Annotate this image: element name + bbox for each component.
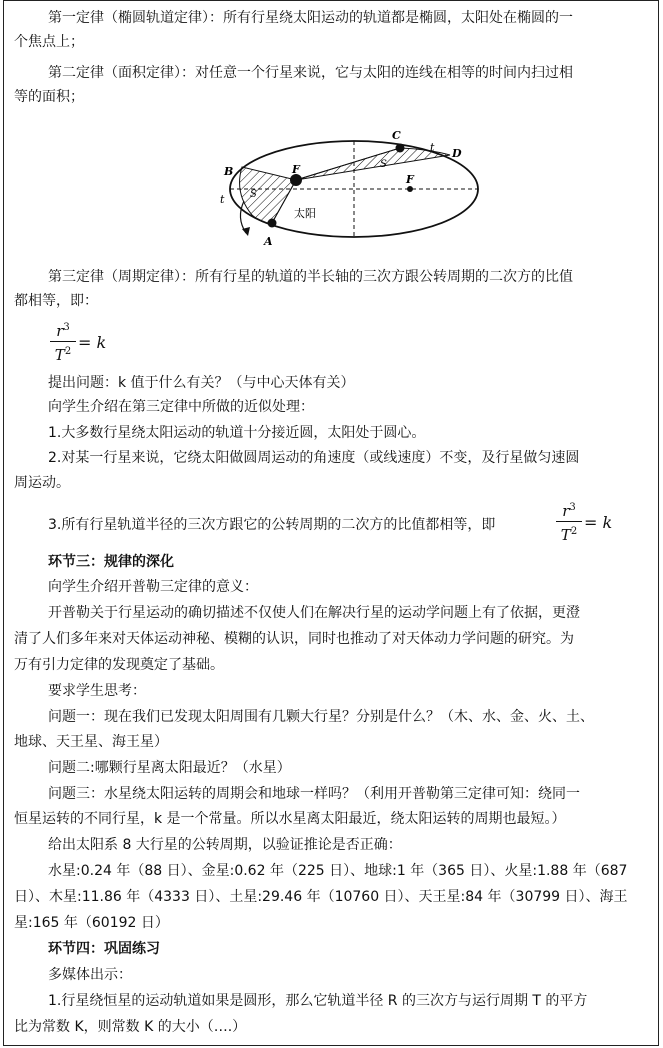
section3-title: 环节三：规律的深化 (48, 554, 174, 570)
law3-line1: 第三定律（周期定律）：所有行星的轨道的半长轴的三次方跟公转周期的二次方的比值 (48, 269, 573, 285)
formula-num: r (56, 322, 64, 340)
s4-line: 多媒体出示： (48, 967, 132, 983)
label-C: C (392, 129, 401, 142)
law3-line2: 都相等，即： (14, 293, 98, 309)
s3-line: 给出太阳系 8 大行星的公转周期，以验证推论是否正确： (48, 837, 402, 853)
s3-line: 清了人们多年来对天体运动神秘、模糊的认识，同时也推动了对天体动力学问题的研究。为 (14, 631, 574, 647)
item3-formula-rhs: = k (584, 513, 613, 532)
label-t1: t (220, 193, 225, 206)
area-sector-right (296, 148, 450, 180)
approx-item2-line2: 周运动。 (14, 475, 70, 491)
content-frame (3, 0, 659, 1046)
s3-line: 星:165 年（60192 日） (14, 915, 169, 931)
approx-item1: 1.大多数行星绕太阳运动的轨道十分接近圆，太阳处于圆心。 (48, 425, 426, 441)
approx-intro: 向学生介绍在第三定律中所做的近似处理： (48, 399, 314, 415)
s3-line: 问题二:哪颗行星离太阳最近？（水星） (48, 760, 291, 776)
s3-line: 日）、木星:11.86 年（4333 日）、土星:29.46 年（10760 日）、天王星:84 年（30799 日）、海王 (14, 889, 628, 905)
s3-line: 向学生介绍开普勒三定律的意义： (48, 579, 258, 595)
approx-item3: 3.所有行星轨道半径的三次方跟它的公转周期的二次方的比值都相等，即 (48, 517, 496, 533)
law1-line1: 第一定律（椭圆轨道定律）：所有行星绕太阳运动的轨道都是椭圆，太阳处在椭圆的一 (48, 10, 573, 26)
focus2-dot (407, 186, 413, 192)
label-B: B (224, 165, 234, 178)
formula-num-exp: 3 (63, 322, 70, 333)
formula-den-exp: 2 (64, 346, 72, 357)
s3-line: 开普勒关于行星运动的确切描述不仅使人们在解决行星的运动学问题上有了依据，更澄 (48, 605, 580, 621)
s3-line: 要求学生思考： (48, 683, 146, 699)
section4-title: 环节四：巩固练习 (48, 941, 160, 957)
formula-rhs: = k (78, 333, 107, 352)
item3-formula-fraction (556, 499, 582, 544)
label-sun: 太阳 (294, 207, 316, 220)
law2-line1: 第二定律（面积定律）：对任意一个行星来说，它与太阳的连线在相等的时间内扫过相 (48, 65, 573, 81)
formula-den: T (54, 346, 65, 364)
s3-line: 地球、天王星、海王星） (14, 734, 168, 750)
item3-formula-num: r (562, 502, 570, 520)
item3-formula-num-exp: 3 (569, 502, 576, 513)
label-t2: t (430, 141, 435, 154)
law2-line2: 等的面积； (14, 89, 84, 105)
planet-C-dot (396, 144, 405, 153)
kepler-formula-fraction (50, 319, 76, 364)
label-S2: S (380, 159, 387, 170)
label-S1: S (250, 189, 257, 200)
planet-A-dot (268, 219, 277, 228)
label-D: D (452, 147, 462, 160)
s4-line: 1.行星绕恒星的运动轨道如果是圆形，那么它轨道半径 R 的三次方与运行周期 T 的平方 (48, 993, 588, 1009)
item3-formula-den: T (560, 526, 571, 544)
s3-line: 恒星运转的不同行星，k 是一个常量。所以水星离太阳最近，绕太阳运转的周期也最短。） (14, 811, 566, 827)
s3-line: 问题一：现在我们已发现太阳周围有几颗大行星？分别是什么？（木、水、金、火、土、 (48, 709, 594, 725)
question-k: 提出问题：k 值于什么有关？（与中心天体有关） (48, 375, 355, 391)
item3-formula-den-exp: 2 (570, 526, 578, 537)
s3-line: 万有引力定律的发现奠定了基础。 (14, 657, 224, 673)
label-A: A (264, 235, 273, 248)
label-F2: F (406, 173, 414, 186)
label-F1: F (292, 163, 300, 176)
s3-line: 问题三：水星绕太阳运转的周期会和地球一样吗？（利用开普勒第三定律可知：绕同一 (48, 786, 580, 802)
law1-line2: 个焦点上； (14, 34, 84, 50)
s3-line: 水星:0.24 年（88 日）、金星:0.62 年（225 日）、地球:1 年（365 日）、火星:1.88 年（687 (48, 863, 628, 879)
kepler-orbit-diagram (214, 123, 494, 253)
s4-line: 比为常数 K，则常数 K 的大小（….） (14, 1019, 247, 1035)
approx-item2-line1: 2.对某一行星来说，它绕太阳做圆周运动的角速度（或线速度）不变，及行星做匀速圆 (48, 450, 580, 466)
